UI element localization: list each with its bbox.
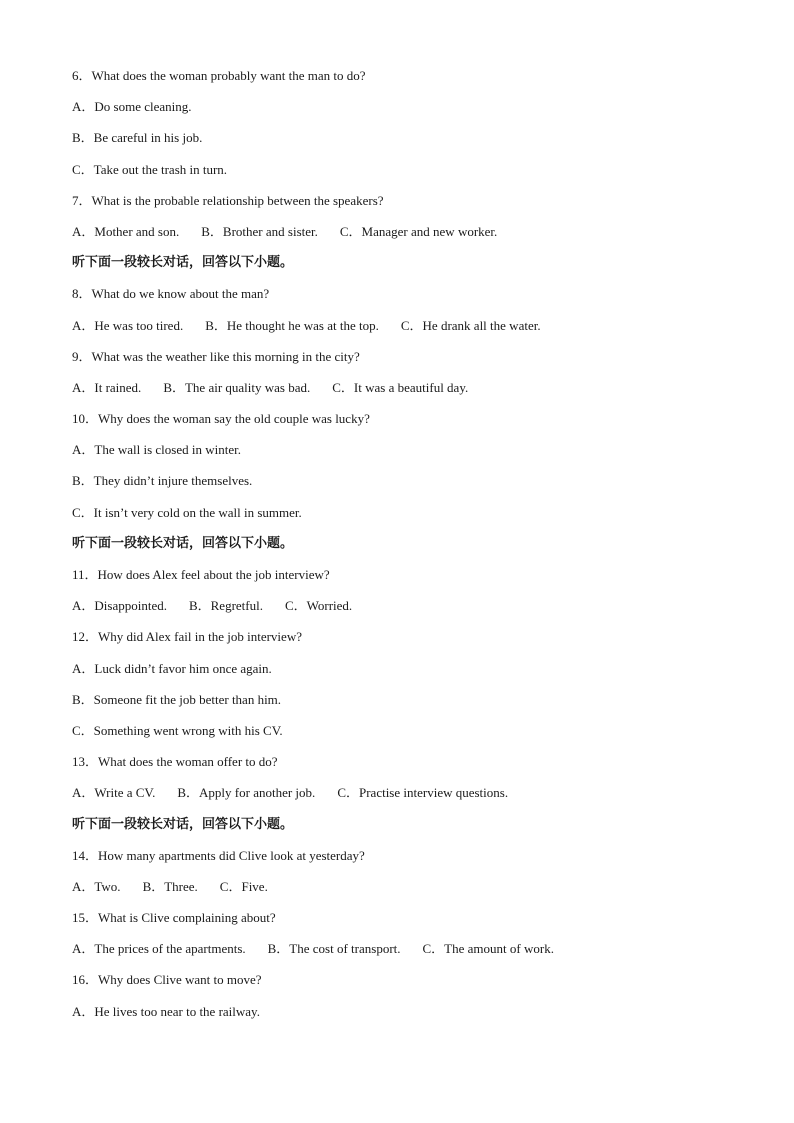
options-row xyxy=(72,596,732,627)
question-text: 13．What does the woman offer to do? xyxy=(72,754,278,770)
section-instruction: 听下面一段较长对话，回答以下小题。 xyxy=(72,535,294,551)
options-row xyxy=(72,378,732,409)
answer-option: B．They didn’t injure themselves. xyxy=(72,473,253,489)
answer-option: B．He thought he was at the top. xyxy=(205,317,379,333)
question-text: 12．Why did Alex fail in the job interview? xyxy=(72,629,302,645)
question-text: 7．What is the probable relationship between the speakers? xyxy=(72,192,384,208)
answer-option: A．Write a CV. xyxy=(72,785,156,801)
answer-option: A．The prices of the apartments. xyxy=(72,941,246,957)
question-text: 10．Why does the woman say the old couple was lucky? xyxy=(72,411,370,427)
options-row xyxy=(72,877,732,908)
answer-option: A．Two. xyxy=(72,878,121,894)
answer-option: A．He was too tired. xyxy=(72,317,184,333)
options-row xyxy=(72,939,732,970)
options-row xyxy=(72,222,732,253)
question-text: 8．What do we know about the man? xyxy=(72,286,270,302)
question-text: 11．How does Alex feel about the job interview? xyxy=(72,567,330,582)
question-text: 14．How many apartments did Clive look at yesterday? xyxy=(72,847,365,863)
answer-option: A．Disappointed. xyxy=(72,598,167,614)
answer-option: C．It was a beautiful day. xyxy=(332,379,469,395)
answer-option: A．Luck didn’t favor him once again. xyxy=(72,660,272,676)
answer-option: B．Someone fit the job better than him. xyxy=(72,691,282,707)
exam-page xyxy=(72,66,732,1033)
answer-option: A．Do some cleaning. xyxy=(72,99,192,115)
options-row xyxy=(72,316,732,347)
answer-option: A．It rained. xyxy=(72,379,142,395)
answer-option: C．Something went wrong with his CV. xyxy=(72,722,283,738)
answer-option: A．The wall is closed in winter. xyxy=(72,442,241,458)
question-text: 15．What is Clive complaining about? xyxy=(72,910,276,926)
question-text: 9．What was the weather like this morning in the city? xyxy=(72,348,360,364)
answer-option: C．Five. xyxy=(219,878,268,894)
answer-option: C．He drank all the water. xyxy=(400,317,541,333)
answer-option: B．Be careful in his job. xyxy=(72,130,203,146)
answer-option: B．Brother and sister. xyxy=(201,223,318,239)
answer-option: A．He lives too near to the railway. xyxy=(72,1003,260,1019)
answer-option: B．The air quality was bad. xyxy=(163,379,311,395)
question-text: 6．What does the woman probably want the man to do? xyxy=(72,68,366,83)
section-instruction: 听下面一段较长对话，回答以下小题。 xyxy=(72,255,294,271)
answer-option: C．Practise interview questions. xyxy=(337,785,509,801)
section-instruction: 听下面一段较长对话，回答以下小题。 xyxy=(72,816,294,832)
answer-option: B．The cost of transport. xyxy=(267,941,401,957)
options-row xyxy=(72,783,732,814)
answer-option: A．Mother and son. xyxy=(72,223,180,239)
answer-option: B．Regretful. xyxy=(188,598,263,614)
answer-option: C．Manager and new worker. xyxy=(339,223,498,239)
answer-option: C．Worried. xyxy=(284,598,353,614)
question-text: 16．Why does Clive want to move? xyxy=(72,972,262,988)
answer-option: B．Three. xyxy=(142,878,198,894)
answer-option: B．Apply for another job. xyxy=(177,785,316,801)
answer-option: C．It isn’t very cold on the wall in summer. xyxy=(72,504,302,520)
answer-option: C．The amount of work. xyxy=(422,941,554,957)
answer-option: C．Take out the trash in turn. xyxy=(72,161,228,177)
